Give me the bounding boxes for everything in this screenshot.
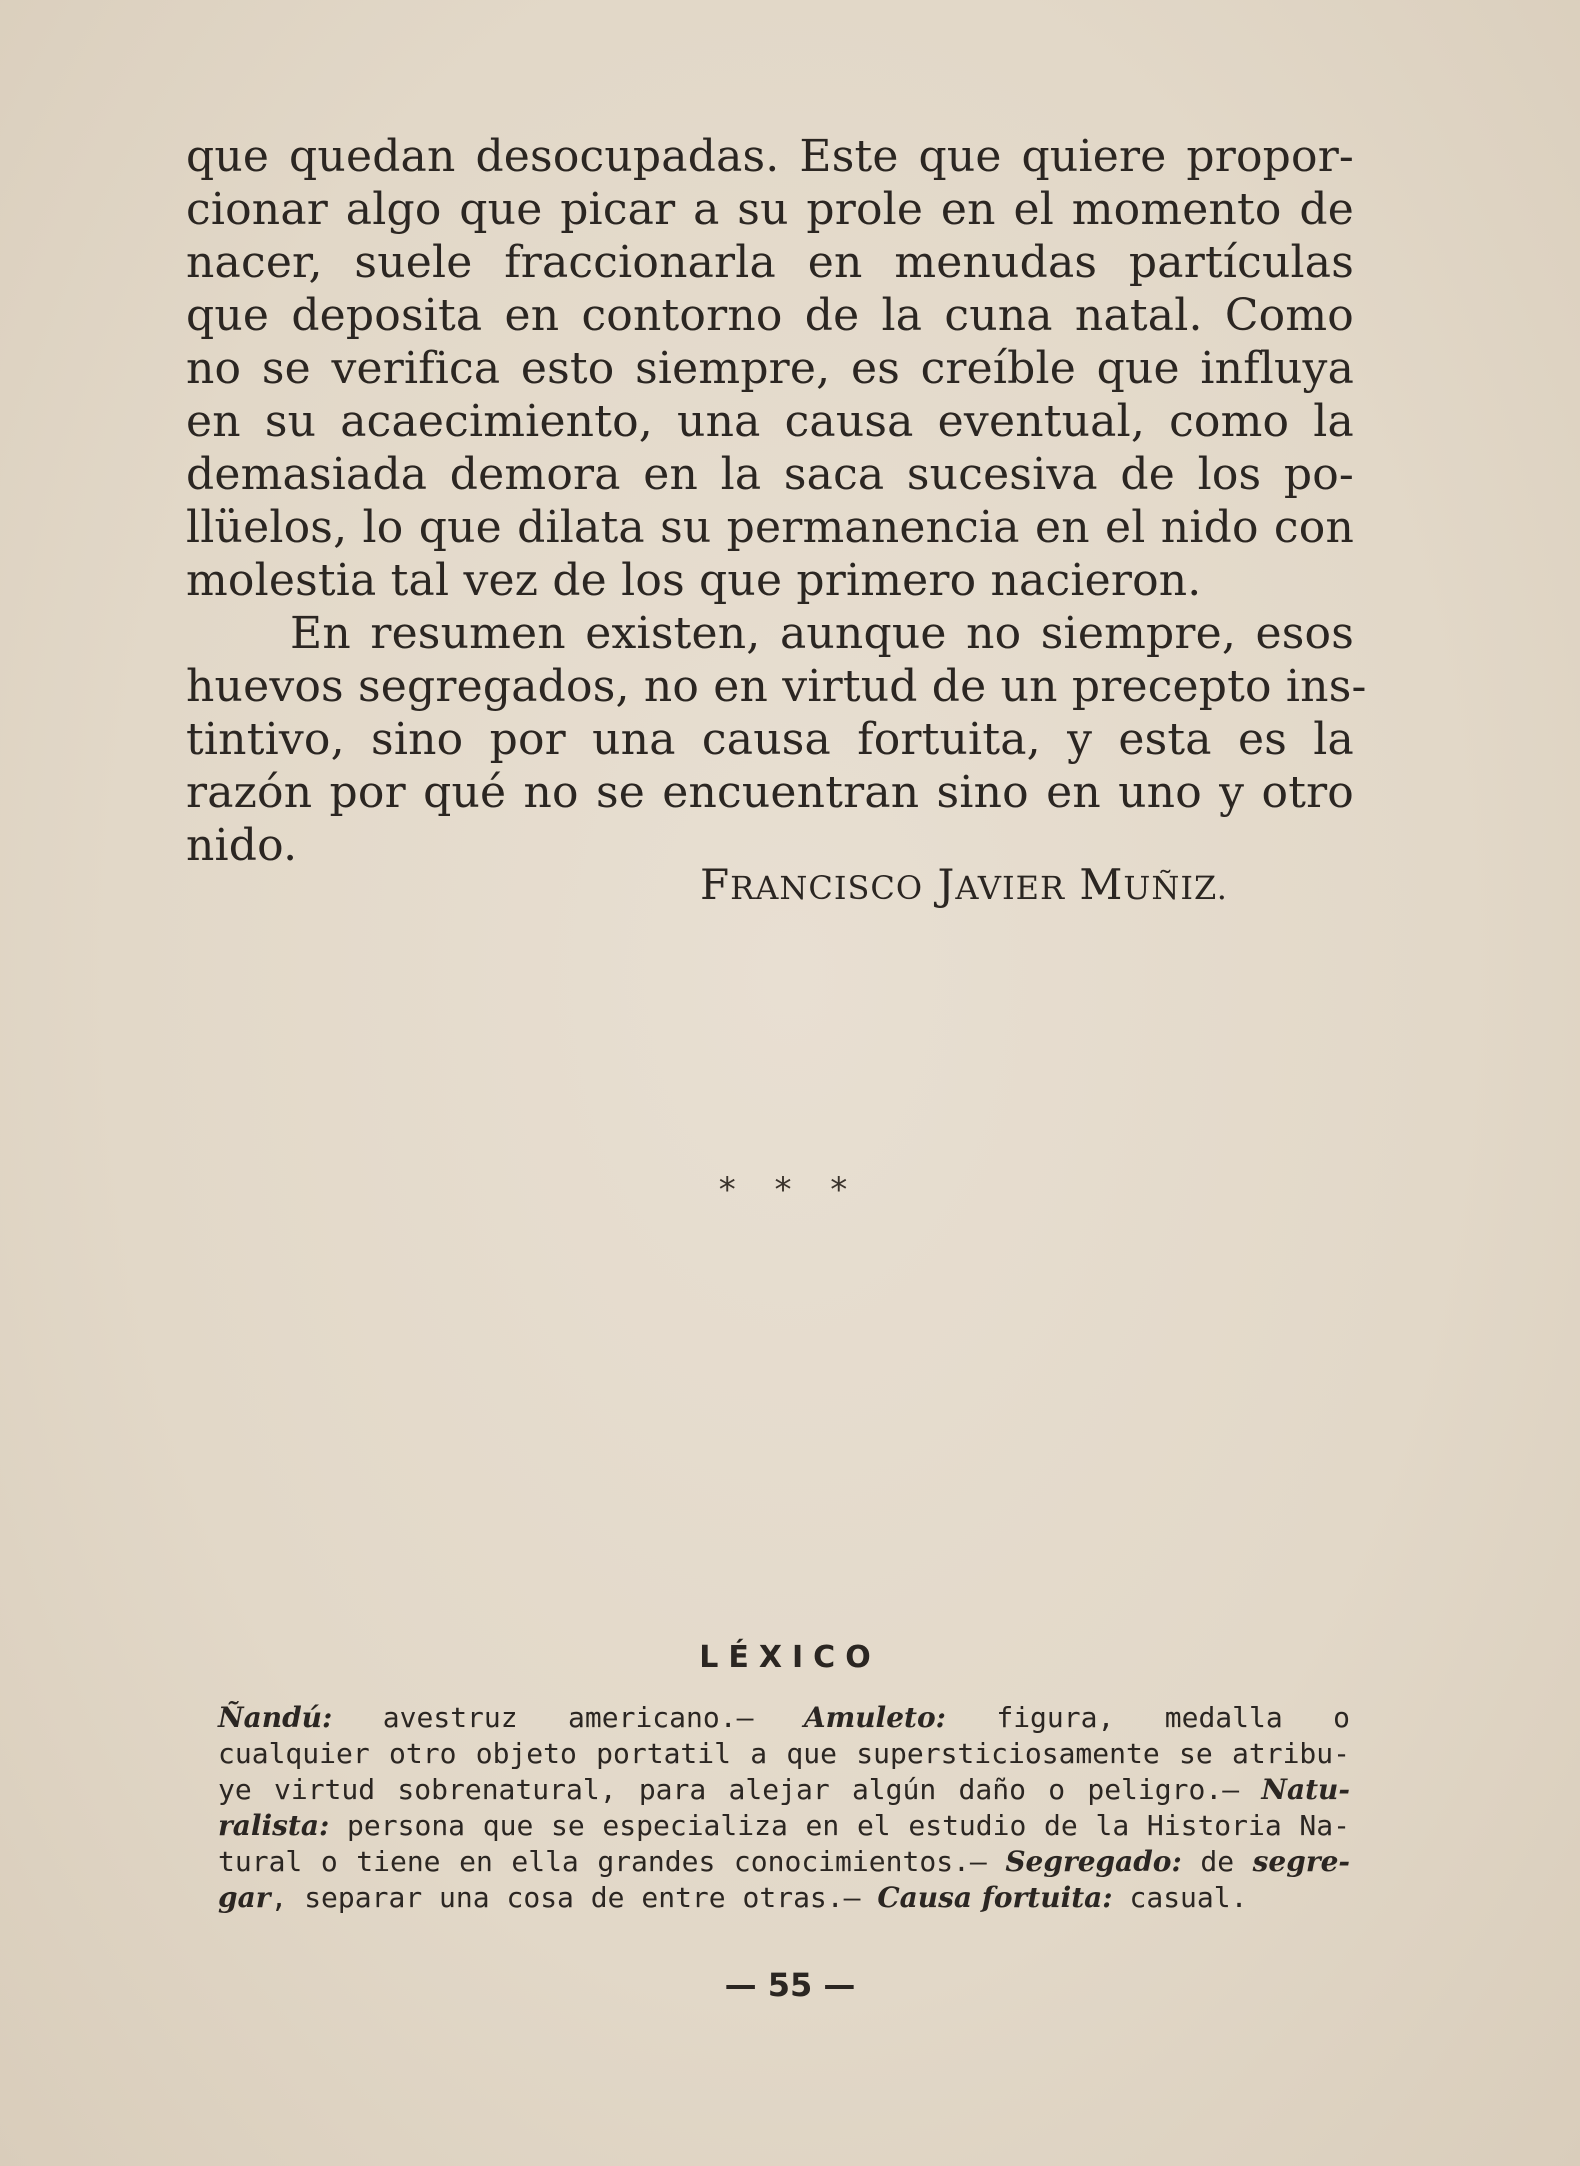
glossary-term: Amuleto:	[803, 1701, 946, 1734]
glossary-term: Natu-	[1261, 1773, 1350, 1806]
glossary-definition: tural o tiene en ella grandes conocimientos.—	[218, 1845, 1006, 1878]
text-line: que deposita en contorno de la cuna natal. Como	[186, 290, 1354, 341]
glossary-line	[218, 1808, 1350, 1844]
section-separator: * * *	[718, 1170, 862, 1210]
signature-initial: F	[700, 860, 731, 909]
glossary-term: Segregado:	[1005, 1845, 1182, 1878]
author-signature	[700, 860, 1228, 913]
glossary-definition: de	[1181, 1845, 1253, 1878]
text-line: En resumen existen, aunque no siempre, esos	[290, 608, 1354, 659]
signature-smallcaps: AVIER	[955, 869, 1066, 907]
text-line: llüelos, lo que dilata su permanencia en el nido con	[186, 502, 1354, 553]
glossary-term: ralista:	[218, 1809, 330, 1842]
glossary-definition: avestruz americano.—	[332, 1701, 804, 1734]
glossary-line	[218, 1772, 1350, 1808]
glossary-term: gar	[218, 1881, 271, 1914]
glossary-definition: figura, medalla o	[945, 1701, 1350, 1734]
glossary-line	[218, 1880, 1350, 1916]
text-line: cionar algo que picar a su prole en el momento de	[186, 184, 1354, 235]
text-line: huevos segregados, no en virtud de un precepto ins-	[186, 661, 1367, 712]
glossary-line	[218, 1736, 1350, 1772]
glossary-term: Causa fortuita:	[877, 1881, 1113, 1914]
text-line: no se verifica esto siempre, es creíble que influya	[186, 343, 1354, 394]
glossary	[218, 1700, 1350, 1916]
text-line: nido.	[186, 820, 298, 871]
main-text	[186, 130, 1367, 872]
text-line: en su acaecimiento, una causa eventual, como la	[186, 396, 1354, 447]
glossary-term: segre-	[1252, 1845, 1350, 1878]
lexico-heading: LÉXICO	[699, 1640, 881, 1675]
signature-smallcaps: UÑIZ.	[1123, 869, 1228, 907]
glossary-definition: cualquier otro objeto portatil a que supersticiosamente se atribu-	[218, 1737, 1350, 1770]
signature-initial: J	[937, 860, 956, 909]
glossary-definition: , separar una cosa de entre otras.—	[270, 1881, 878, 1914]
text-line: que quedan desocupadas. Este que quiere propor-	[186, 131, 1354, 182]
page-number: — 55 —	[724, 1966, 856, 2004]
glossary-term: Ñandú:	[218, 1701, 333, 1734]
text-line: nacer, suele fraccionarla en menudas partículas	[186, 237, 1354, 288]
glossary-line	[218, 1700, 1350, 1736]
text-line: molestia tal vez de los que primero nacieron.	[186, 555, 1202, 606]
text-line: tintivo, sino por una causa fortuita, y esta es la	[186, 714, 1354, 765]
signature-initial: M	[1079, 860, 1124, 909]
glossary-definition: casual.	[1112, 1881, 1248, 1914]
glossary-line	[218, 1844, 1350, 1880]
text-line: demasiada demora en la saca sucesiva de los po-	[186, 449, 1354, 500]
signature-smallcaps: RANCISCO	[730, 869, 924, 907]
text-line: razón por qué no se encuentran sino en uno y otro	[186, 767, 1354, 818]
glossary-definition: persona que se especializa en el estudio de la Historia Na-	[329, 1809, 1350, 1842]
glossary-definition: ye virtud sobrenatural, para alejar algún daño o peligro.—	[218, 1773, 1262, 1806]
